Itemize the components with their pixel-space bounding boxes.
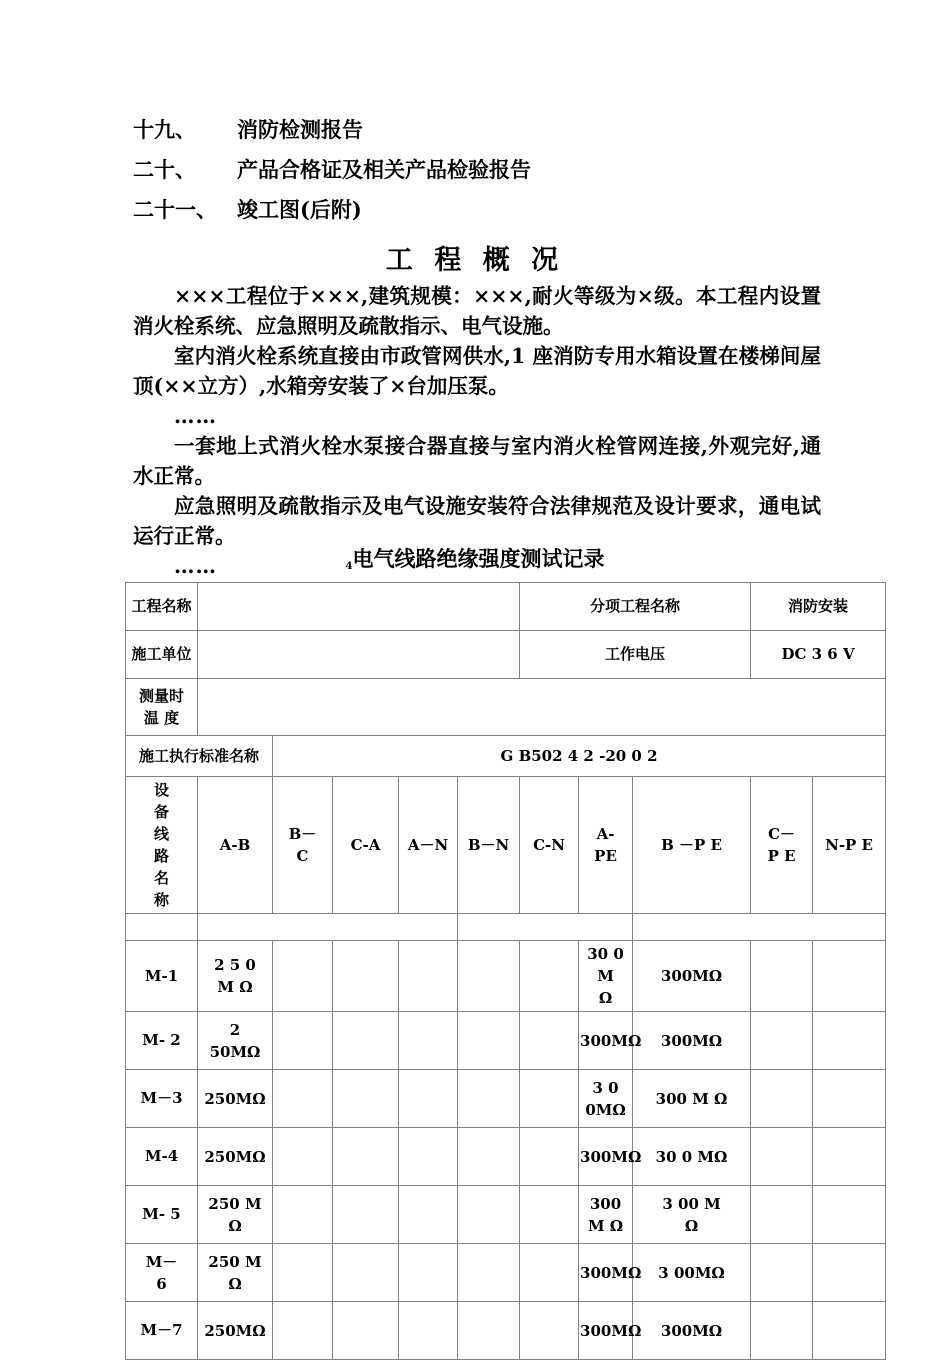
cell-ape[interactable] [579,1244,642,1302]
cell-cpe[interactable] [751,1186,813,1244]
table-row-temperature [126,679,886,736]
cell-cn[interactable] [520,941,579,1012]
cell-ca[interactable] [333,1302,399,1360]
spacer-cell [633,914,886,941]
cell-line: 3 0 [592,1078,619,1097]
toc-item-label: 消防检测报告 [237,117,363,142]
cell-npe[interactable] [813,1070,886,1128]
col-header-bc [273,777,333,914]
paragraph-2: 室内消火栓系统直接由市政管网供水,1 座消防专用水箱设置在楼梯间屋顶(××立方）,水箱旁安装了×台加压泵。 [133,344,821,398]
cell-ca[interactable] [333,941,399,1012]
header-line: C-A [350,836,381,854]
cell-cn[interactable] [520,1070,579,1128]
col-header-cpe [751,777,813,914]
cell-voltage-value[interactable]: DC 3 6 V [751,631,886,679]
cell-cpe[interactable] [751,1012,813,1070]
cell-bn[interactable] [458,1012,520,1070]
cell-line: 30 0 MΩ [655,1147,728,1166]
cell-bc[interactable] [273,1186,333,1244]
cell-an[interactable] [399,1302,458,1360]
cell-line: 300MΩ [580,1031,642,1050]
toc-item-20 [133,150,853,190]
cell-an[interactable] [399,1070,458,1128]
cell-name [126,1244,198,1302]
col-header-bn [458,777,520,914]
header-line: P E [767,847,796,865]
cell-line: 6 [156,1274,167,1293]
cell-an[interactable] [399,1186,458,1244]
cell-npe[interactable] [813,941,886,1012]
col-header-bpe [633,777,751,914]
col-header-cn [520,777,579,914]
cell-line: M Ω [217,978,253,996]
toc-item-number: 十九、 [133,117,196,142]
cell-line: 300MΩ [580,1147,642,1166]
cell-ape[interactable] [579,1128,642,1186]
cell-line: Ω [684,1216,699,1235]
cell-name: M- 5 [126,1186,198,1244]
cell-line: 300MΩ [580,1263,642,1282]
cell-standard-label: 施工执行标准名称 [126,736,273,777]
col-header-ab [198,777,273,914]
table-row [126,1070,886,1128]
cell-line: 50MΩ [209,1042,261,1061]
header-line: 设 [153,781,169,799]
header-line: 称 [153,891,169,909]
header-line: 备 [153,803,169,821]
col-header-npe [813,777,886,914]
header-line: A- [596,825,615,843]
cell-bn[interactable] [458,1070,520,1128]
table-row [126,941,886,1012]
temperature-label-line-2: 温 度 [143,709,180,727]
cell-bc[interactable] [273,941,333,1012]
header-line: A-B [219,836,251,854]
cell-cpe[interactable] [751,1302,813,1360]
cell-line: 300 M Ω [587,1194,624,1235]
cell-temperature-label [126,679,198,736]
cell-project-name-value[interactable] [198,583,520,631]
cell-bpe[interactable] [633,1012,751,1070]
cell-ab[interactable] [198,941,273,1012]
cell-cn[interactable] [520,1244,579,1302]
table-caption [0,543,950,573]
cell-ca[interactable] [333,1244,399,1302]
header-line: A－N [407,836,449,854]
cell-sub-project-label: 分项工程名称 [520,583,751,631]
cell-standard-value[interactable]: G B502 4 2 -20 0 2 [273,736,886,777]
cell-cn[interactable] [520,1128,579,1186]
cell-line: 0MΩ [585,1100,626,1119]
cell-ca[interactable] [333,1070,399,1128]
cell-line: M－ [145,1252,178,1271]
caption-marker: 4 [345,561,353,572]
caption-text: 电气线路绝缘强度测试记录 [352,547,605,571]
ellipsis-2: …… [174,554,217,578]
cell-bc[interactable] [273,1070,333,1128]
header-line: C-N [533,836,565,854]
cell-bn[interactable] [458,1186,520,1244]
cell-ca[interactable] [333,1012,399,1070]
cell-contractor-label: 施工单位 [126,631,198,679]
cell-line: 2 [229,1020,241,1039]
cell-line: 30 0 M [587,945,624,985]
cell-npe[interactable] [813,1012,886,1070]
insulation-test-table [125,582,886,1360]
cell-name: M- 2 [126,1012,198,1070]
cell-bc[interactable] [273,1302,333,1360]
table-row-project [126,583,886,631]
cell-ab[interactable] [198,1244,273,1302]
cell-cpe[interactable] [751,1128,813,1186]
temperature-label-line-1: 测量时 [138,687,184,705]
table-row [126,1302,886,1360]
cell-bc[interactable] [273,1012,333,1070]
cell-cn[interactable] [520,1012,579,1070]
header-line: 线 [153,825,169,843]
cell-ab[interactable] [198,1128,273,1186]
cell-line: 250 M [208,1194,262,1213]
cell-ca[interactable] [333,1128,399,1186]
header-line: PE [594,847,617,865]
cell-ab[interactable] [198,1186,273,1244]
paragraph-3: 一套地上式消火栓水泵接合器直接与室内消火栓管网连接,外观完好,通水正常。 [133,434,821,488]
cell-line: 250MΩ [204,1321,266,1340]
cell-ape[interactable] [579,941,633,1012]
cell-voltage-label: 工作电压 [520,631,751,679]
cell-bn[interactable] [458,1128,520,1186]
toc-item-19 [133,110,853,150]
cell-line: Ω [228,1274,242,1293]
table-header-row [126,777,886,914]
cell-contractor-value[interactable] [198,631,520,679]
cell-name: M-4 [126,1128,198,1186]
cell-ape[interactable] [579,1186,633,1244]
cell-ab[interactable] [198,1012,273,1070]
cell-an[interactable] [399,1244,458,1302]
header-line: B－N [467,836,510,854]
header-line: N-P E [825,836,873,854]
cell-line: 300MΩ [660,967,723,985]
cell-name: M－7 [126,1302,198,1360]
cell-temperature-value[interactable] [198,679,886,736]
paragraph-1: ×××工程位于×××,建筑规模：×××,耐火等级为×级。本工程内设置消火栓系统、应急照明及疏散指示、电气设施。 [133,284,821,338]
table-row [126,1128,886,1186]
col-header-an [399,777,458,914]
header-line: C－ [768,825,796,843]
header-line: 名 [153,869,169,887]
spacer-cell [126,914,198,941]
cell-line: 250 M [208,1252,262,1271]
table-body [126,941,886,1360]
toc-item-label: 竣工图(后附) [237,197,362,222]
cell-bc[interactable] [273,1244,333,1302]
cell-line: 250MΩ [204,1147,266,1166]
header-line: 路 [153,847,169,865]
table-row-standard [126,736,886,777]
table-row-contractor [126,631,886,679]
ellipsis-1: …… [174,404,217,428]
table-row [126,1012,886,1070]
cell-line: 300MΩ [580,1321,642,1340]
cell-bc[interactable] [273,1128,333,1186]
spacer-cell [198,914,458,941]
cell-ape[interactable] [579,1012,642,1070]
toc-list [133,110,853,230]
cell-line: Ω [598,989,613,1007]
toc-item-label: 产品合格证及相关产品检验报告 [237,157,531,182]
paragraph-4: 应急照明及疏散指示及电气设施安装符合法律规范及设计要求，通电试运行正常。 [133,494,821,548]
table-row [126,1186,886,1244]
cell-an[interactable] [399,1012,458,1070]
cell-project-name-label: 工程名称 [126,583,198,631]
cell-bpe[interactable] [633,1186,751,1244]
header-line: C [296,847,309,865]
cell-bpe[interactable] [633,941,751,1012]
cell-line: 300 M Ω [655,1089,728,1108]
cell-cpe[interactable] [751,941,813,1012]
cell-line: 300MΩ [660,1031,723,1050]
toc-item-number: 二十、 [133,157,196,182]
cell-ab[interactable] [198,1302,273,1360]
cell-bn[interactable] [458,1244,520,1302]
section-title: 工 程 概 况 [385,245,565,276]
cell-cn[interactable] [520,1186,579,1244]
cell-sub-project-value[interactable]: 消防安装 [751,583,886,631]
col-header-ape [579,777,633,914]
cell-name: M－3 [126,1070,198,1128]
spacer-cell [458,914,633,941]
col-header-ca [333,777,399,914]
insulation-test-table-wrapper [125,582,885,1360]
section-body [133,281,821,581]
cell-ab[interactable] [198,1070,273,1128]
cell-name: M-1 [126,941,198,1012]
cell-line: 3 00MΩ [658,1263,725,1282]
table-spacer-row [126,914,886,941]
cell-bpe[interactable] [633,1070,751,1128]
toc-item-number: 二十一、 [133,197,217,222]
cell-line: Ω [228,1216,242,1235]
cell-ape[interactable] [579,1070,633,1128]
header-line: B －P E [661,836,722,854]
cell-ape[interactable] [579,1302,642,1360]
cell-npe[interactable] [813,1244,886,1302]
header-line: B－ [288,825,317,843]
cell-an[interactable] [399,1128,458,1186]
cell-cpe[interactable] [751,1244,813,1302]
cell-line: 3 00 M [662,1194,721,1213]
cell-an[interactable] [399,941,458,1012]
cell-npe[interactable] [813,1302,886,1360]
cell-line: 300MΩ [660,1321,723,1340]
cell-bn[interactable] [458,1302,520,1360]
cell-bpe[interactable] [633,1128,751,1186]
cell-line: 250MΩ [204,1089,266,1108]
cell-line: 2 5 0 [214,956,256,974]
cell-cpe[interactable] [751,1070,813,1128]
cell-npe[interactable] [813,1186,886,1244]
cell-npe[interactable] [813,1128,886,1186]
cell-cn[interactable] [520,1302,579,1360]
table-row [126,1244,886,1302]
cell-bn[interactable] [458,941,520,1012]
toc-item-21 [133,190,853,230]
cell-bpe[interactable] [633,1244,751,1302]
col-header-name [126,777,198,914]
cell-ca[interactable] [333,1186,399,1244]
cell-bpe[interactable] [633,1302,751,1360]
